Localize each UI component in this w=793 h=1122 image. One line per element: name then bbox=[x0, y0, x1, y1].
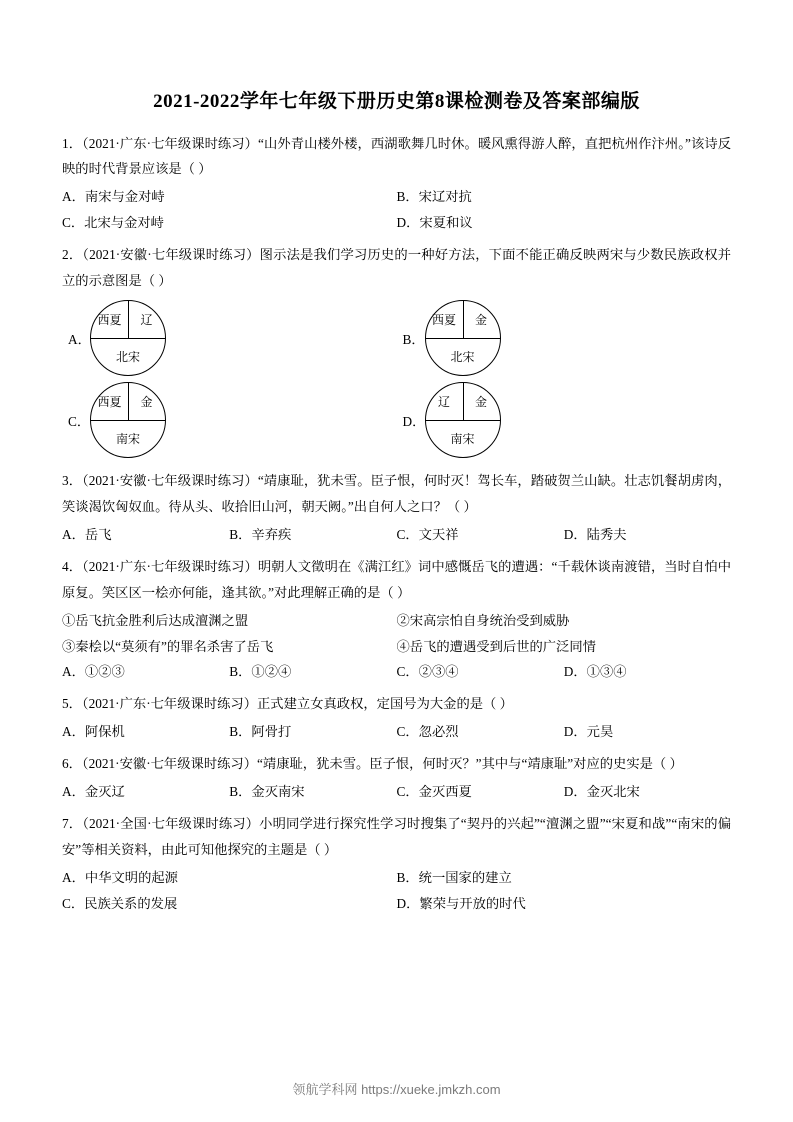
question-options bbox=[62, 719, 731, 745]
diagram-option-label: D． bbox=[402, 413, 426, 429]
question-stem: 3．（2021·安徽·七年级课时练习）“靖康耻，犹未雪。臣子恨，何时灭！驾长车，踏破贺兰山缺。壮志饥餐胡虏肉，笑谈渴饮匈奴血。待从头、收拾旧山河，朝天阙。”出自何人之口？（ ） bbox=[62, 473, 731, 514]
option-a[interactable]: A．中华文明的起源 bbox=[62, 869, 178, 885]
diagram-bottom-label: 南宋 bbox=[115, 432, 140, 447]
pie-diagram-icon bbox=[90, 382, 166, 458]
question-options bbox=[62, 865, 731, 917]
option-b[interactable]: B．①②④ bbox=[229, 664, 292, 680]
option-c[interactable]: C．②③④ bbox=[396, 664, 459, 680]
option-c[interactable]: C．民族关系的发展 bbox=[62, 895, 178, 911]
diagram-bottom-label: 北宋 bbox=[450, 350, 475, 365]
diagram-option-label: C． bbox=[68, 413, 91, 429]
diagram-bottom-label: 北宋 bbox=[115, 350, 140, 365]
option-a[interactable]: A．南宋与金对峙 bbox=[62, 189, 165, 205]
diagram-row bbox=[62, 382, 731, 458]
diagram-top-left-label: 辽 bbox=[437, 395, 450, 410]
question-stem: 1．（2021·广东·七年级课时练习）“山外青山楼外楼，西湖歌舞几时休。暖风熏得游人醉，直把杭州作汴州。”该诗反映的时代背景应该是（ ） bbox=[62, 135, 731, 177]
question-options bbox=[62, 779, 731, 805]
question-stem: 4．（2021·广东·七年级课时练习）明朝人文徵明在《满江红》词中感慨岳飞的遭遇：“千载休谈南渡错，当时自怕中原复。笑区区一桧亦何能，逢其欲。”对此理解正确的是（ ） bbox=[62, 558, 731, 600]
diagram-top-left-label: 西夏 bbox=[431, 313, 456, 328]
diagram-top-right-label: 辽 bbox=[140, 313, 153, 328]
question-1 bbox=[62, 131, 731, 237]
diagram-bottom-label: 南宋 bbox=[450, 432, 475, 447]
diagram-top-right-label: 金 bbox=[474, 395, 487, 410]
question-6 bbox=[62, 751, 731, 805]
option-b[interactable]: B．辛弃疾 bbox=[229, 526, 292, 542]
option-b[interactable]: B．统一国家的建立 bbox=[396, 869, 512, 885]
diagram-option-label: B． bbox=[402, 331, 425, 347]
question-stem: 7．（2021·全国·七年级课时练习）小明同学进行探究性学习时搜集了“契丹的兴起”“澶渊之盟”“宋夏和战”“南宋的偏安”等相关资料，由此可知他探究的主题是（ ） bbox=[62, 816, 731, 858]
option-d[interactable]: D．①③④ bbox=[563, 664, 627, 680]
option-a[interactable]: A．金灭辽 bbox=[62, 784, 125, 800]
question-2 bbox=[62, 242, 731, 458]
pie-diagram-icon bbox=[425, 382, 501, 458]
question-stem: 5．（2021·广东·七年级课时练习）正式建立女真政权，定国号为大金的是（ ） bbox=[62, 696, 513, 712]
option-b[interactable]: B．宋辽对抗 bbox=[396, 189, 472, 205]
sub-item-1: ①岳飞抗金胜利后达成澶渊之盟 bbox=[62, 612, 249, 628]
sub-item-4: ④岳飞的遭遇受到后世的广泛同情 bbox=[396, 638, 596, 654]
sub-item-3: ③秦桧以“莫须有”的罪名杀害了岳飞 bbox=[62, 638, 274, 654]
question-options bbox=[62, 184, 731, 236]
question-5 bbox=[62, 691, 731, 745]
sub-item-2: ②宋高宗怕自身统治受到威胁 bbox=[396, 612, 570, 628]
option-d[interactable]: D．繁荣与开放的时代 bbox=[396, 895, 526, 911]
option-c[interactable]: C．忽必烈 bbox=[396, 724, 459, 740]
option-b[interactable]: B．金灭南宋 bbox=[229, 784, 305, 800]
question-sub-line bbox=[62, 634, 731, 660]
option-d[interactable]: D．金灭北宋 bbox=[563, 784, 640, 800]
option-a[interactable]: A．阿保机 bbox=[62, 724, 125, 740]
option-c[interactable]: C．北宋与金对峙 bbox=[62, 215, 164, 231]
diagram-top-right-label: 金 bbox=[474, 313, 487, 328]
diagram-top-left-label: 西夏 bbox=[97, 395, 122, 410]
question-diagram-options bbox=[62, 300, 731, 458]
option-c[interactable]: C．文天祥 bbox=[396, 526, 459, 542]
option-d[interactable]: D．元昊 bbox=[563, 724, 614, 740]
question-sub-line bbox=[62, 608, 731, 634]
diagram-option-b[interactable] bbox=[397, 300, 732, 376]
question-options bbox=[62, 659, 731, 685]
diagram-option-label: A． bbox=[68, 331, 91, 347]
question-options bbox=[62, 522, 731, 548]
question-7 bbox=[62, 811, 731, 917]
diagram-option-d[interactable] bbox=[397, 382, 732, 458]
page-footer: 领航学科网 https://xueke.jmkzh.com bbox=[292, 1082, 501, 1097]
option-d[interactable]: D．宋夏和议 bbox=[396, 215, 473, 231]
option-d[interactable]: D．陆秀夫 bbox=[563, 526, 627, 542]
diagram-option-a[interactable] bbox=[62, 300, 397, 376]
diagram-row bbox=[62, 300, 731, 376]
question-4 bbox=[62, 554, 731, 686]
question-3 bbox=[62, 468, 731, 548]
option-a[interactable]: A．岳飞 bbox=[62, 526, 112, 542]
diagram-top-right-label: 金 bbox=[140, 395, 153, 410]
question-stem: 2．（2021·安徽·七年级课时练习）图示法是我们学习历史的一种好方法，下面不能正确反映两宋与少数民族政权并立的示意图是（ ） bbox=[62, 247, 731, 289]
question-stem: 6．（2021·安徽·七年级课时练习）“靖康耻，犹未雪。臣子恨，何时灭？”其中与“靖康耻”对应的史实是（ ） bbox=[62, 756, 683, 772]
option-a[interactable]: A．①②③ bbox=[62, 664, 125, 680]
option-b[interactable]: B．阿骨打 bbox=[229, 724, 292, 740]
diagram-option-c[interactable] bbox=[62, 382, 397, 458]
pie-diagram-icon bbox=[90, 300, 166, 376]
diagram-top-left-label: 西夏 bbox=[97, 313, 122, 328]
page-title: 2021-2022学年七年级下册历史第8课检测卷及答案部编版 bbox=[153, 91, 640, 112]
pie-diagram-icon bbox=[425, 300, 501, 376]
option-c[interactable]: C．金灭西夏 bbox=[396, 784, 472, 800]
